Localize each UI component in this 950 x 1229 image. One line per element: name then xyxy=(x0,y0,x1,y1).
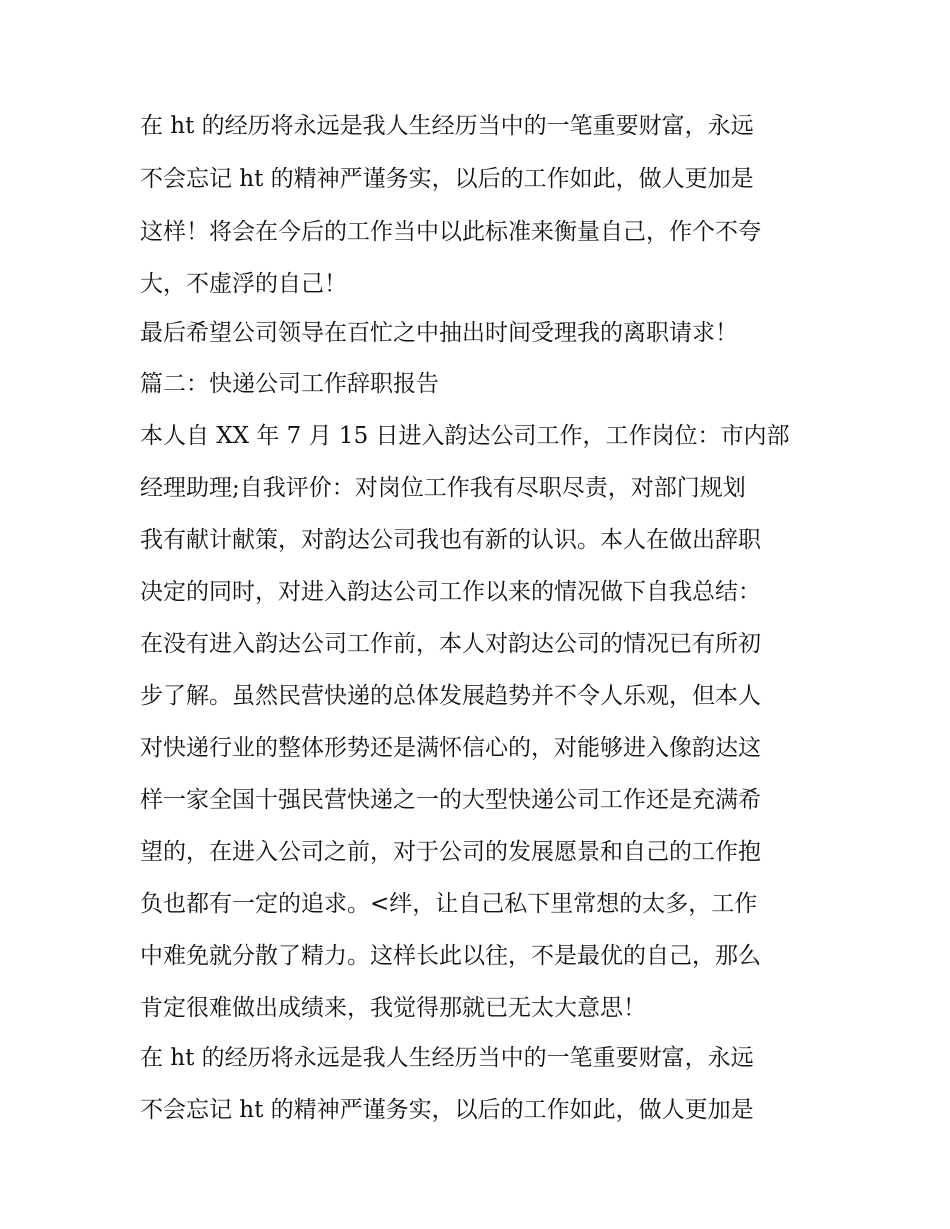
text-line: 在 ht 的经历将永远是我人生经历当中的一笔重要财富，永远 xyxy=(140,1045,754,1071)
text-line: 望的，在进入公司之前，对于公司的发展愿景和自己的工作抱 xyxy=(140,839,761,865)
text-line: 负也都有一定的追求。<绊，让自己私下里常想的太多，工作 xyxy=(140,891,758,917)
text-line: 不会忘记 ht 的精神严谨务实，以后的工作如此，做人更加是 xyxy=(140,1097,754,1123)
text-line: 在 ht 的经历将永远是我人生经历当中的一笔重要财富，永远 xyxy=(140,113,754,139)
text-line: 这样！将会在今后的工作当中以此标准来衡量自己，作个不夸 xyxy=(140,219,761,245)
text-line: 本人自 XX 年 7 月 15 日进入韵达公司工作，工作岗位：市内部 xyxy=(140,423,790,449)
text-line: 不会忘记 ht 的精神严谨务实，以后的工作如此，做人更加是 xyxy=(140,166,754,192)
text-line: 在没有进入韵达公司工作前，本人对韵达公司的情况已有所初 xyxy=(140,631,761,657)
text-line: 中难免就分散了精力。这样长此以往，不是最优的自己，那么 xyxy=(140,943,761,969)
text-line: 步了解。虽然民营快递的总体发展趋势并不令人乐观，但本人 xyxy=(140,683,761,709)
text-line: 样一家全国十强民营快递之一的大型快递公司工作还是充满希 xyxy=(140,787,761,813)
text-line: 大，不虚浮的自己！ xyxy=(140,271,347,297)
section-heading: 篇二：快递公司工作辞职报告 xyxy=(140,371,439,397)
text-line: 决定的同时，对进入韵达公司工作以来的情况做下自我总结： xyxy=(140,579,761,605)
text-line: 最后希望公司领导在百忙之中抽出时间受理我的离职请求！ xyxy=(140,320,738,346)
text-line: 肯定很难做出成绩来，我觉得那就已无太大意思！ xyxy=(140,995,646,1021)
text-line: 对快递行业的整体形势还是满怀信心的，对能够进入像韵达这 xyxy=(140,735,761,761)
text-line: 经理助理;自我评价：对岗位工作我有尽职尽责，对部门规划 xyxy=(140,475,746,501)
text-line: 我有献计献策，对韵达公司我也有新的认识。本人在做出辞职 xyxy=(140,527,761,553)
